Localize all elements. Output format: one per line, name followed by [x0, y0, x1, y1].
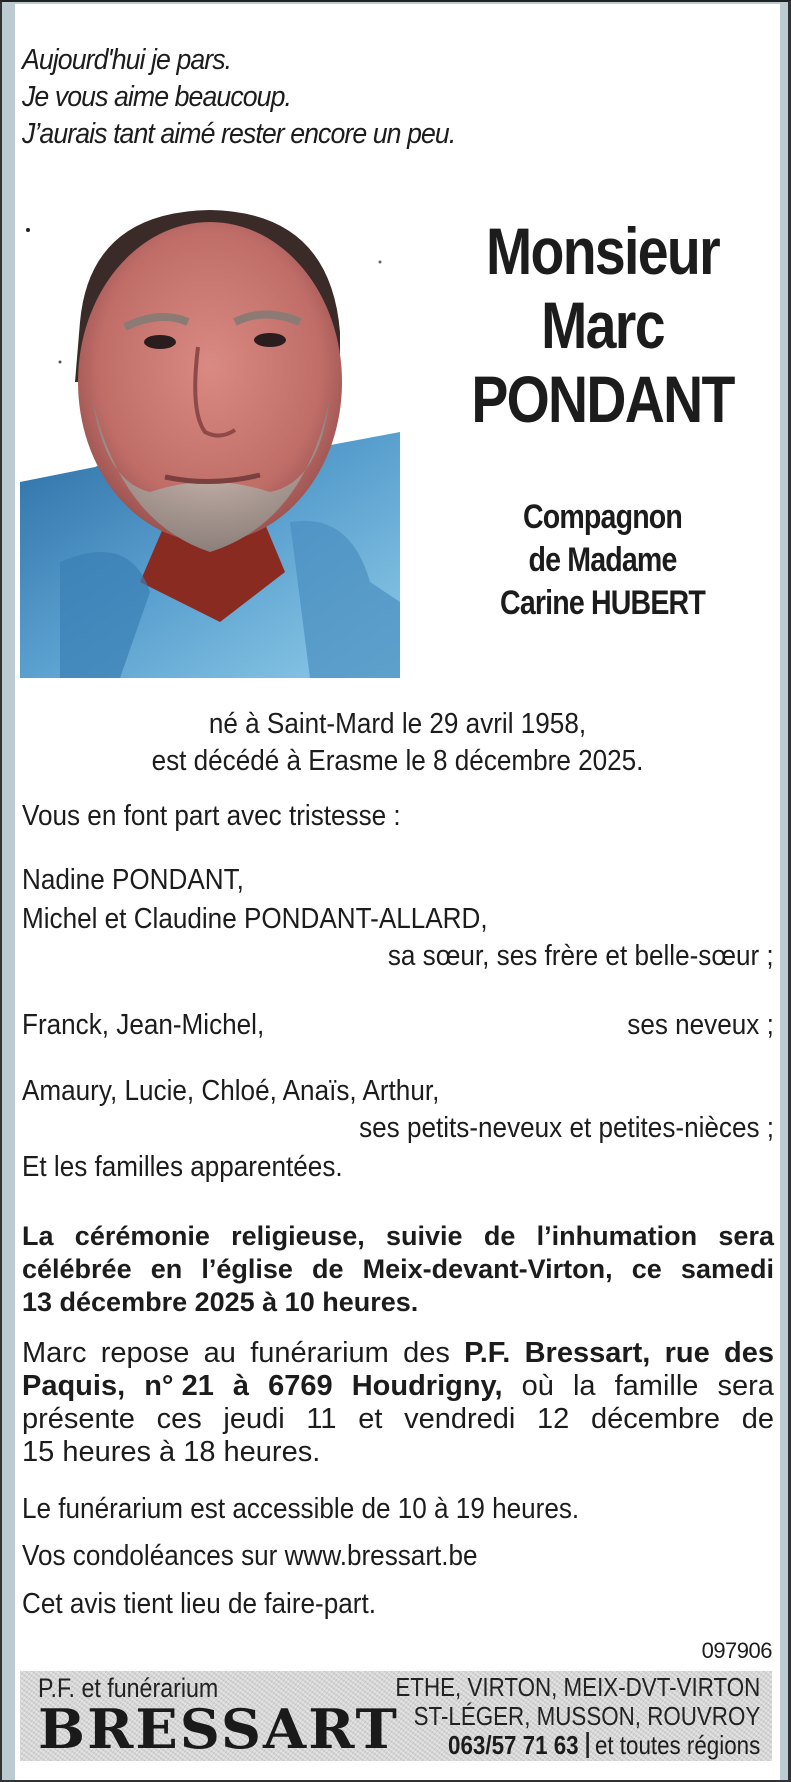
funeral-home-logo: BRESSART [38, 1697, 400, 1761]
family-names: Nadine PONDANT, [22, 864, 244, 896]
locations-line: ETHE, VIRTON, MEIX-DVT-VIRTON [395, 1672, 760, 1702]
closing-text: Et les familles apparentées. [22, 1151, 343, 1183]
poem-line: Je vous aime beaucoup. [22, 81, 291, 113]
word: de [483, 1221, 516, 1251]
ceremony-line [22, 1220, 774, 1253]
last-name: PONDANT [471, 362, 734, 436]
word: ce [631, 1254, 662, 1284]
notice-disclaimer [22, 1586, 774, 1623]
word: où [521, 1370, 554, 1402]
birth-line: né à Saint-Mard le 29 avril 1958, [208, 708, 587, 740]
visitation-line [22, 1436, 774, 1469]
intro-text: Vous en font part avec tristesse : [22, 800, 401, 832]
family-relation: ses petits-neveux et petites-nièces ; [359, 1112, 774, 1144]
relation-line: Carine HUBERT [500, 584, 705, 622]
portrait-photo [20, 182, 400, 678]
ceremony-line [22, 1253, 774, 1286]
word: funérarium [250, 1337, 389, 1369]
portrait-illustration [20, 182, 400, 678]
ceremony-details [22, 1220, 774, 1319]
word: cérémonie [74, 1221, 210, 1251]
word: des [403, 1337, 450, 1369]
word: rue [664, 1337, 710, 1369]
word: vendredi [404, 1403, 516, 1435]
family-names: Franck, Jean-Michel, [22, 1009, 265, 1041]
word: 6769 [268, 1370, 333, 1402]
first-name: Marc [541, 288, 664, 362]
word: l’inhumation [536, 1221, 698, 1251]
word: en [150, 1254, 183, 1284]
word: Bressart, [524, 1337, 651, 1369]
word: repose [100, 1337, 190, 1369]
family-relation: sa sœur, ses frère et belle-sœur ; [388, 940, 774, 972]
word: religieuse, [231, 1221, 365, 1251]
condolences-note [22, 1538, 774, 1575]
hours-text: Le funérarium est accessible de 10 à 19 heures. [22, 1493, 580, 1525]
reference-number: 097906 [701, 1638, 772, 1663]
word: présente [22, 1403, 135, 1435]
word: n° 21 [144, 1370, 214, 1402]
funeral-home-hours [22, 1491, 774, 1528]
word: sera [718, 1221, 774, 1251]
coverage-text: et toutes régions [594, 1730, 760, 1760]
word: de [741, 1403, 774, 1435]
poem-line: J’aurais tant aimé rester encore un peu. [22, 118, 456, 150]
word: ces [156, 1403, 202, 1435]
funeral-home-contact [336, 1673, 760, 1760]
word: Marc [22, 1337, 87, 1369]
partner-relation [425, 496, 780, 625]
word: décembre [591, 1403, 720, 1435]
obituary-notice [15, 4, 780, 1780]
word: la [572, 1370, 596, 1402]
word: l’église [201, 1254, 293, 1284]
family-names: Amaury, Lucie, Chloé, Anaïs, Arthur, [22, 1075, 440, 1107]
ceremony-date: 13 décembre 2025 à 10 heures. [22, 1287, 419, 1317]
word: suivie [386, 1221, 463, 1251]
relation-line: Compagnon [522, 498, 683, 536]
funeral-home-banner [20, 1671, 772, 1761]
announcement-intro [22, 798, 774, 835]
life-dates [15, 706, 780, 780]
disclaimer-text: Cet avis tient lieu de faire-part. [22, 1588, 376, 1620]
poem-line: Aujourd'hui je pars. [22, 44, 232, 76]
word: au [203, 1337, 236, 1369]
word: sera [717, 1370, 774, 1402]
word: jeudi [223, 1403, 285, 1435]
word: P.F. [464, 1337, 511, 1369]
word: célébrée [22, 1254, 132, 1284]
visitation-line [22, 1337, 774, 1370]
relation-line: de Madame [528, 541, 677, 579]
family-relation: ses neveux ; [627, 1009, 774, 1041]
word: des [724, 1337, 774, 1369]
word: et [358, 1403, 383, 1435]
word: 11 [306, 1403, 337, 1435]
family-names: Michel et Claudine PONDANT-ALLARD, [22, 903, 488, 935]
deceased-name [425, 214, 780, 436]
word: 12 [537, 1403, 570, 1435]
condolences-link[interactable]: Vos condoléances sur www.bressart.be [22, 1540, 478, 1572]
word: de [311, 1254, 344, 1284]
word: Houdrigny, [351, 1370, 503, 1402]
word: samedi [680, 1254, 774, 1284]
family-group-siblings [22, 862, 774, 975]
word: Paquis, [22, 1370, 126, 1402]
contact-line [395, 1731, 760, 1760]
visitation-hours: 15 heures à 18 heures. [22, 1436, 321, 1468]
word: Meix-devant-Virton, [362, 1254, 613, 1284]
visitation-line [22, 1370, 774, 1403]
word: famille [614, 1370, 699, 1402]
word: La [22, 1221, 54, 1251]
ceremony-line [22, 1286, 774, 1319]
death-line: est décédé à Erasme le 8 décembre 2025. [151, 745, 644, 777]
family-group-nephews [22, 1007, 774, 1044]
family-group-grandnephews [22, 1073, 774, 1147]
separator [586, 1732, 589, 1758]
honorific: Monsieur [486, 214, 719, 288]
word: à [232, 1370, 250, 1402]
locations-line: ST-LÉGER, MUSSON, ROUVROY [413, 1701, 760, 1731]
visitation-line [22, 1403, 774, 1436]
family-closing [22, 1149, 774, 1186]
visitation-details [22, 1337, 774, 1469]
phone-number[interactable]: 063/57 71 63 [447, 1730, 579, 1760]
opening-poem [22, 42, 455, 153]
funeral-home-subtitle: P.F. et funérarium [38, 1673, 219, 1703]
